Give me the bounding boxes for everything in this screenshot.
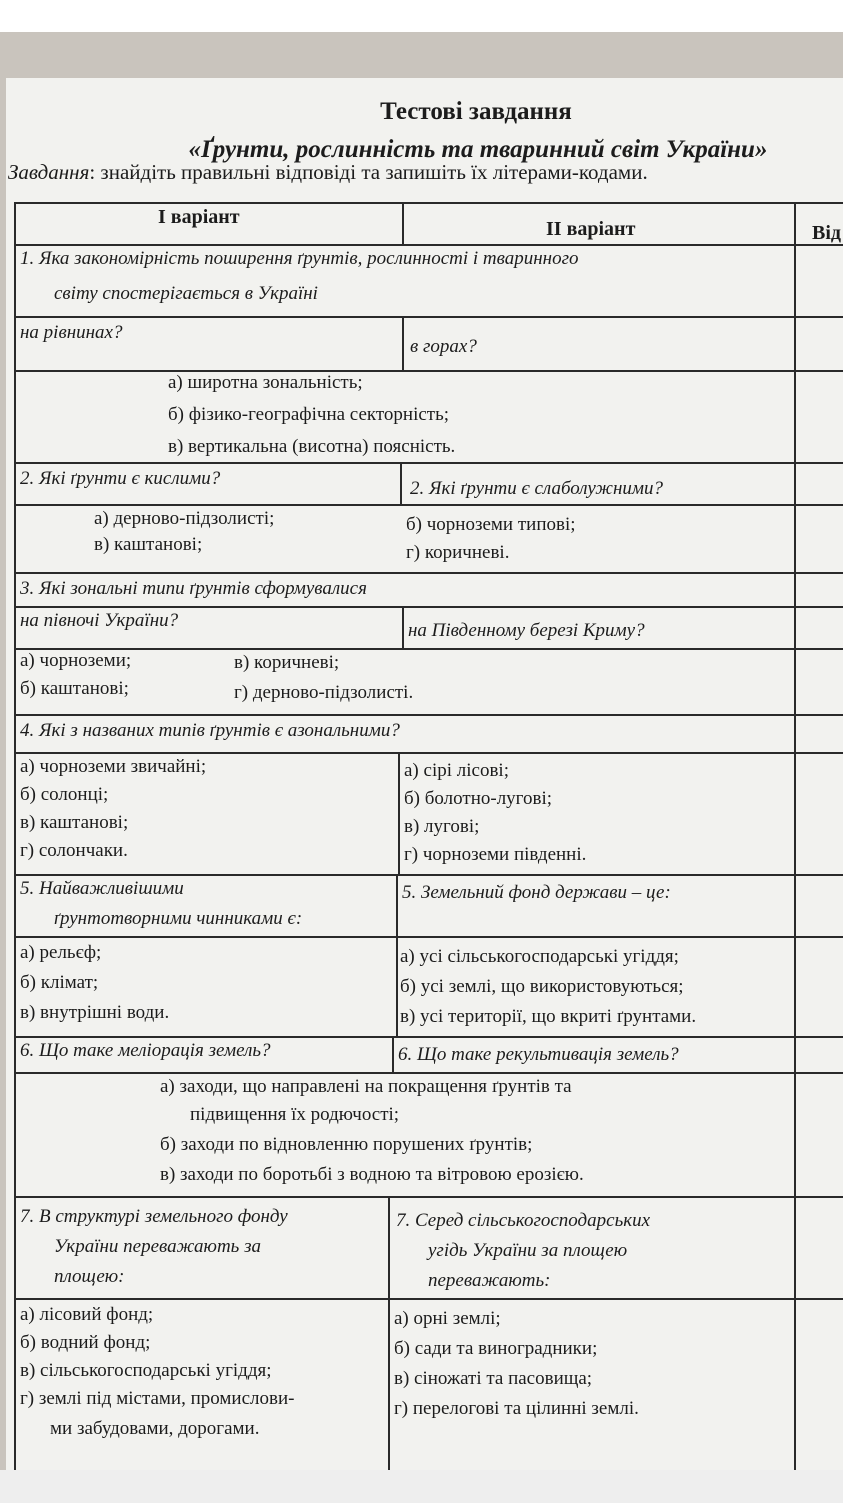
- rule-q1-sub: [14, 370, 843, 372]
- q6-variant-2-question: 6. Що таке рекультивація земель?: [398, 1044, 679, 1065]
- rule-q6-mid: [14, 1072, 843, 1074]
- rule-q1-end: [14, 462, 843, 464]
- rule-v-q3: [402, 606, 404, 648]
- q4-variant-2-option-v: в) лугові;: [404, 816, 480, 837]
- q7-variant-2-option-a: а) орні землі;: [394, 1308, 501, 1329]
- q4-variant-1-option-b: б) солонці;: [20, 784, 109, 805]
- rule-q3-sub: [14, 648, 843, 650]
- q3-option-a: а) чорноземи;: [20, 650, 132, 671]
- q5-variant-2-question: 5. Земельний фонд держави – це:: [402, 882, 671, 903]
- q7-variant-1-option-g-continued: ми забудовами, дорогами.: [50, 1418, 260, 1439]
- q3-option-v: в) коричневі;: [234, 652, 340, 673]
- q1-option-b: б) фізико-географічна секторність;: [168, 404, 450, 425]
- q5-variant-1-question-line-2: ґрунтотворними чинниками є:: [54, 908, 303, 929]
- rule-q3-mid: [14, 606, 843, 608]
- q1-question-line-2: світу спостерігається в Україні: [54, 283, 318, 304]
- q6-option-a-continued: підвищення їх родючості;: [190, 1104, 400, 1125]
- test-sheet: [6, 78, 843, 1470]
- top-bar: [0, 0, 843, 32]
- bottom-bar: [0, 1470, 843, 1503]
- q3-question: 3. Які зональні типи ґрунтів сформувалися: [20, 578, 367, 599]
- q7-variant-1-option-v: в) сільськогосподарські угіддя;: [20, 1360, 272, 1381]
- q4-question: 4. Які з названих типів ґрунтів є азональними?: [20, 720, 400, 741]
- column-header-answer: Від: [812, 222, 842, 244]
- q6-option-a: а) заходи, що направлені на покращення ґрунтів та: [160, 1076, 572, 1097]
- rule-q7-mid: [14, 1298, 843, 1300]
- q6-option-v: в) заходи по боротьбі з водною та вітровою ерозією.: [160, 1164, 584, 1185]
- q7-variant-2-option-v: в) сіножаті та пасовища;: [394, 1368, 593, 1389]
- q1-question-line-1: 1. Яка закономірність поширення ґрунтів, рослинності і тваринного: [20, 248, 579, 269]
- rule-v-q1: [402, 316, 404, 370]
- q6-option-b: б) заходи по відновленню порушених ґрунтів;: [160, 1134, 533, 1155]
- q1-variant-2-prompt: в горах?: [410, 336, 477, 357]
- q2-variant-1-question: 2. Які ґрунти є кислими?: [20, 468, 221, 489]
- q7-variant-2-option-b: б) сади та виноградники;: [394, 1338, 598, 1359]
- rule-q3-end: [14, 714, 843, 716]
- q1-option-v: в) вертикальна (висотна) поясність.: [168, 436, 456, 457]
- q2-variant-2-question: 2. Які ґрунти є слаболужними?: [410, 478, 664, 499]
- rule-q4-end: [14, 874, 843, 876]
- q7-variant-2-question-line-1: 7. Серед сільськогосподарських: [396, 1210, 651, 1231]
- q4-variant-1-option-g: г) солончаки.: [20, 840, 128, 861]
- page-subtitle: «Ґрунти, рослинність та тваринний світ України»: [188, 136, 768, 163]
- q7-variant-2-question-line-2: угідь України за площею: [428, 1240, 628, 1261]
- q2-option-b: б) чорноземи типові;: [406, 514, 576, 535]
- rule-under-header: [14, 244, 843, 246]
- q4-variant-2-option-g: г) чорноземи південні.: [404, 844, 587, 865]
- q4-variant-2-option-b: б) болотно-лугові;: [404, 788, 553, 809]
- rule-q2-end: [14, 572, 843, 574]
- q7-variant-1-option-g: г) землі під містами, промислови-: [20, 1388, 295, 1409]
- rule-q2-mid: [14, 504, 843, 506]
- q7-variant-2-option-g: г) перелогові та цілинні землі.: [394, 1398, 639, 1419]
- rule-q4-mid: [14, 752, 843, 754]
- q3-variant-2-prompt: на Південному березі Криму?: [408, 620, 645, 641]
- rule-answer-col: [794, 202, 796, 1470]
- rule-q5-end: [14, 1036, 843, 1038]
- q5-variant-1-question-line-1: 5. Найважливішими: [20, 878, 184, 899]
- rule-q6-end: [14, 1196, 843, 1198]
- rule-v-q6: [392, 1036, 394, 1072]
- q2-option-g: г) коричневі.: [406, 542, 510, 563]
- rule-left: [14, 202, 16, 1470]
- q5-variant-2-option-a: а) усі сільськогосподарські угіддя;: [400, 946, 679, 967]
- task-label: Завдання: [8, 160, 90, 184]
- q3-option-g: г) дерново-підзолисті.: [234, 682, 414, 703]
- q1-variant-1-prompt: на рівнинах?: [20, 322, 123, 343]
- q7-variant-1-option-a: а) лісовий фонд;: [20, 1304, 154, 1325]
- q4-variant-2-option-a: а) сірі лісові;: [404, 760, 509, 781]
- q7-variant-2-question-line-3: переважають:: [428, 1270, 551, 1291]
- task-line: [8, 160, 648, 185]
- q4-variant-1-option-a: а) чорноземи звичайні;: [20, 756, 207, 777]
- column-header-variant-2: ІІ варіант: [546, 218, 636, 240]
- q5-variant-1-option-b: б) клімат;: [20, 972, 99, 993]
- q5-variant-1-option-v: в) внутрішні води.: [20, 1002, 170, 1023]
- q5-variant-2-option-v: в) усі території, що вкриті ґрунтами.: [400, 1006, 697, 1027]
- q6-variant-1-question: 6. Що таке меліорація земель?: [20, 1040, 271, 1061]
- page-title: Тестові завдання: [380, 98, 572, 125]
- q3-option-b: б) каштанові;: [20, 678, 129, 699]
- q1-option-a: а) широтна зональність;: [168, 372, 363, 393]
- q7-variant-1-option-b: б) водний фонд;: [20, 1332, 151, 1353]
- task-text: : знайдіть правильні відповіді та запишіть їх літерами-кодами.: [89, 160, 648, 184]
- q2-option-v: в) каштанові;: [94, 534, 203, 555]
- q7-variant-1-question-line-1: 7. В структурі земельного фонду: [20, 1206, 288, 1227]
- rule-v-header: [402, 202, 404, 244]
- q5-variant-1-option-a: а) рельєф;: [20, 942, 102, 963]
- rule-top: [14, 202, 843, 204]
- rule-q1-mid: [14, 316, 843, 318]
- rule-v-q5: [396, 874, 398, 1036]
- rule-v-q7: [388, 1196, 390, 1470]
- column-header-variant-1: І варіант: [158, 206, 240, 228]
- rule-v-q2: [400, 462, 402, 504]
- q2-option-a: а) дерново-підзолисті;: [94, 508, 275, 529]
- q7-variant-1-question-line-3: площею:: [54, 1266, 125, 1287]
- rule-v-q4: [398, 752, 400, 874]
- q5-variant-2-option-b: б) усі землі, що використовуються;: [400, 976, 684, 997]
- q4-variant-1-option-v: в) каштанові;: [20, 812, 129, 833]
- q7-variant-1-question-line-2: України переважають за: [54, 1236, 261, 1257]
- q3-variant-1-prompt: на півночі України?: [20, 610, 179, 631]
- rule-q5-mid: [14, 936, 843, 938]
